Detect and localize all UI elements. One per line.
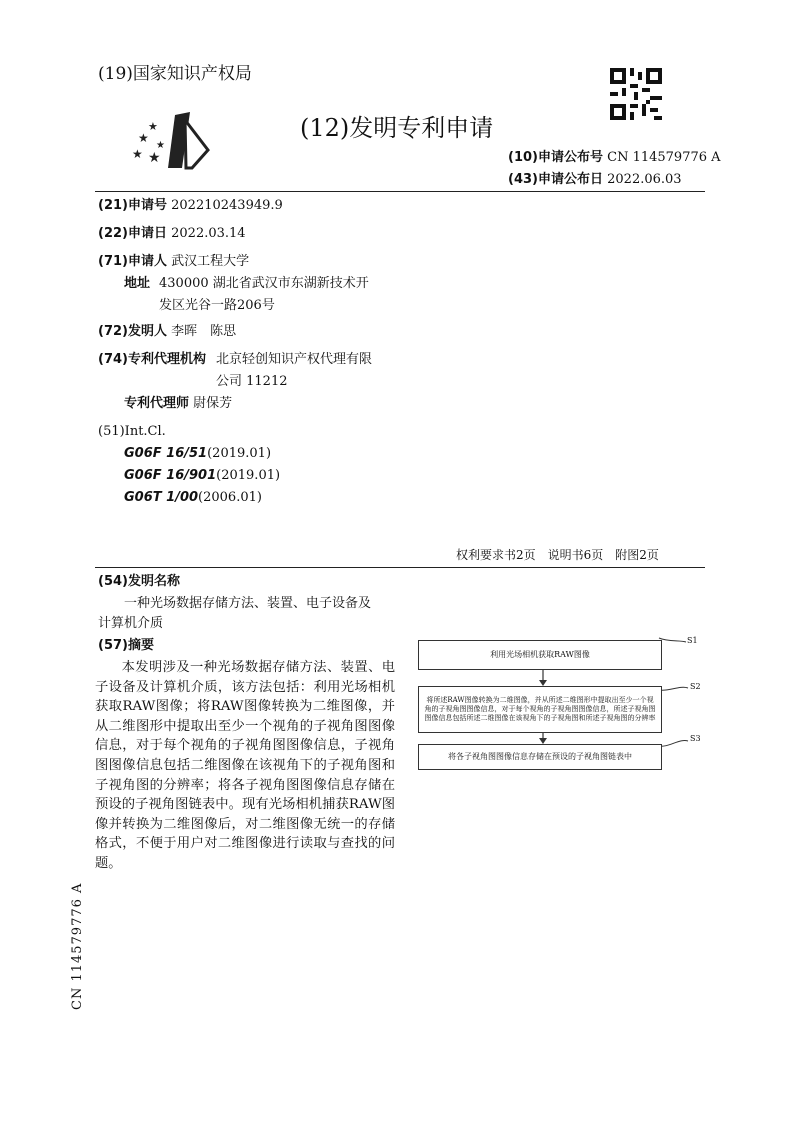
address-label: 地址 (124, 276, 151, 291)
step-s1-text: 利用光场相机获取RAW图像 (490, 650, 590, 659)
app-date-value: 2022.03.14 (171, 226, 246, 241)
intcl-code: G06F 16/51 (124, 446, 208, 461)
app-no-label: (21)申请号 (98, 198, 167, 213)
svg-text:★: ★ (132, 147, 143, 161)
svg-text:★: ★ (148, 120, 158, 133)
intcl-entry (124, 466, 280, 486)
step-s2-box (418, 686, 662, 733)
applicant-value: 武汉工程大学 (171, 254, 250, 269)
publication-number (508, 148, 721, 168)
intcl-version: (2019.01) (216, 468, 281, 483)
address-line-1: 430000 湖北省武汉市东湖新技术开 (159, 276, 369, 291)
application-number (98, 196, 283, 216)
abstract-label: (57)摘要 (98, 638, 154, 653)
step-s2-label: S2 (690, 682, 701, 691)
inventors (98, 322, 236, 342)
intcl-version: (2019.01) (207, 446, 272, 461)
step-s3-label: S3 (690, 734, 701, 743)
publication-date (508, 170, 682, 190)
pub-no-value: CN 114579776 A (607, 150, 721, 165)
agent-label: 专利代理师 (124, 396, 190, 411)
step-s1-box (418, 640, 662, 670)
invention-title-line-1: 一种光场数据存储方法、装置、电子设备及 (124, 596, 372, 611)
summary-divider (95, 567, 705, 568)
agency-line-2: 公司 11212 (216, 374, 288, 389)
pub-no-label: (10)申请公布号 (508, 150, 603, 165)
office-name: (19)国家知识产权局 (98, 64, 252, 84)
svg-text:★: ★ (156, 140, 165, 151)
abstract-body (95, 658, 395, 874)
intcl-version: (2006.01) (198, 490, 262, 505)
abstract-text: 本发明涉及一种光场数据存储方法、装置、电子设备及计算机介质，该方法包括：利用光场相机获取RAW图像；将RAW图像转换为二维图像，并从二维图形中提取出至少一个视角的子视角图图像信息，对于每个视角的子视角图图像信息，子视角图图像信息包括二维图像在该视角下的子视角图和子视角图的分辨率；将各子视角图图像信息存储在预设的子视角图链表中。现有光场相机捕获RAW图像并转换为二维图像后，对二维图像无统一的存储格式，不便于用户对二维图像进行读取与查找的问题。 (95, 660, 395, 871)
step-s2-text: 将所述RAW图像转换为二维图像，并从所述二维图形中提取出至少一个视角的子视角图图像信息，对于每个视角的子视角图图像信息，所述子视角图图像信息包括所述二维图像在该视角下的子视角图和所述子视角图的分辨率 (424, 696, 656, 722)
step-s3-text: 将各子视角图图像信息存储在预设的子视角图链表中 (448, 752, 632, 761)
inventor-label: (72)发明人 (98, 324, 167, 339)
intcl-code: G06F 16/901 (124, 468, 217, 483)
applicant-label: (71)申请人 (98, 254, 167, 269)
document-type: (12)发明专利申请 (300, 114, 494, 142)
agency-line-1: 北京轻创知识产权代理有限 (216, 352, 373, 367)
invention-title-line-2: 计算机介质 (98, 616, 164, 631)
intcl-entry (124, 444, 271, 464)
pages-summary: 权利要求书2页 说明书6页 附图2页 (456, 548, 659, 562)
intcl-entry (124, 488, 262, 508)
application-date (98, 224, 246, 244)
title-label: (54)发明名称 (98, 574, 180, 589)
address-line-2: 发区光谷一路206号 (159, 298, 275, 313)
patent-agent (124, 394, 232, 414)
side-publication-number: CN 114579776 A (70, 882, 85, 1010)
step-s1-label: S1 (687, 636, 698, 645)
qr-code-icon (610, 68, 662, 120)
app-no-value: 202210243949.9 (171, 198, 283, 213)
svg-text:★: ★ (148, 150, 161, 166)
svg-text:★: ★ (138, 131, 149, 145)
agency-label: (74)专利代理机构 (98, 352, 206, 367)
step-s3-box (418, 744, 662, 770)
pub-date-label: (43)申请公布日 (508, 172, 603, 187)
pub-date-value: 2022.06.03 (607, 172, 682, 187)
intcl-code: G06T 1/00 (124, 490, 199, 505)
intcl-label: (51)Int.Cl. (98, 424, 166, 439)
agent-value: 尉保芳 (193, 396, 233, 411)
inventor-value: 李晖 陈思 (171, 324, 237, 339)
app-date-label: (22)申请日 (98, 226, 167, 241)
cnipa-logo-icon (130, 110, 210, 170)
applicant (98, 252, 249, 272)
header-divider (95, 191, 705, 192)
